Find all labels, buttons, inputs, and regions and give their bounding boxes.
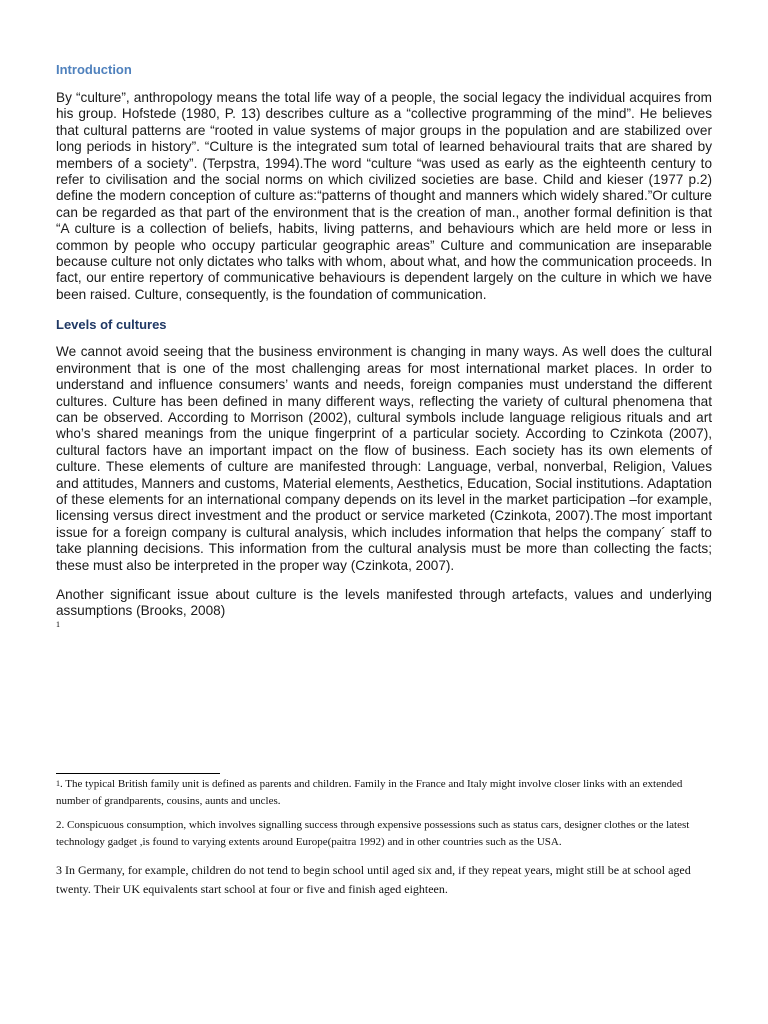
introduction-paragraph: By “culture”, anthropology means the total life way of a people, the social legacy the individual acquires from his group. Hofstede (1980, P. 13) describes culture as a “collective programming of the mind”. He believes that cultural patterns are “rooted in value systems of major groups in the population and are stabilized over long periods in history”. “Culture is the integrated sum total of learned behavioural traits that are shared by members of a society”. (Terpstra, 1994).The word “culture “was used as early as the eighteenth century to refer to civilisation and the social norms on which civilized societies are base. Child and kieser (1977 p.2) define the modern conception of culture as:“patterns of thought and manners which widely shared.”Or culture can be regarded as that part of the environment that is the creation of man., another formal definition is that “A culture is a collection of beliefs, habits, living patterns, and behaviours which are held more or less in common by people who occupy particular geographic areas” Culture and communication are inseparable because culture not only dictates who talks with whom, about what, and how the communication proceeds. In fact, our entire repertory of communicative behaviours is dependent largely on the culture in which we have been raised. Culture, consequently, is the foundation of communication. bbox=[56, 90, 712, 302]
footnote-separator bbox=[56, 773, 220, 774]
footnotes bbox=[56, 776, 712, 899]
footnote-1-number: 1 bbox=[56, 779, 60, 788]
footnote-3: 3 In Germany, for example, children do not tend to begin school until aged six and, if they repeat years, might still be at school aged twenty. Their UK equivalents start school at four or five and finish aged eighteen. bbox=[56, 863, 691, 896]
footnote-1-text: . The typical British family unit is defined as parents and children. Family in the France and Italy might involve closer links with an extended number of grandparents, cousins, aunts and uncles. bbox=[56, 778, 683, 807]
levels-paragraph-2: Another significant issue about culture is the levels manifested through artefacts, values and underlying assumptions (Brooks, 2008) bbox=[56, 586, 712, 619]
footnote-2: 2. Conspicuous consumption, which involves signalling success through expensive possessions such as status cars, designer clothes or the latest technology gadget ,is found to varying extents around Europe(paitra 1992) and in other countries such as the USA. bbox=[56, 819, 690, 848]
introduction-heading: Introduction bbox=[56, 62, 132, 77]
footnote-reference-marker: 1 bbox=[56, 619, 60, 629]
document-body bbox=[56, 62, 712, 630]
levels-heading: Levels of cultures bbox=[56, 317, 167, 333]
levels-paragraph-1: We cannot avoid seeing that the business environment is changing in many ways. As well does the cultural environment that is one of the most challenging areas for most international market places. In order to understand and influence consumers’ wants and needs, foreign companies must understand the different cultures. Culture has been defined in many different ways, reflecting the variety of cultural phenomena that can be observed. According to Morrison (2002), cultural symbols include language religious rituals and art who’s shared meanings from the unique fingerprint of a particular society. According to Czinkota (2007), cultural factors have an important impact on the flow of business. Each society has its own elements of culture. These elements of culture are manifested through: Language, verbal, nonverbal, Religion, Values and attitudes, Manners and customs, Material elements, Aesthetics, Education, Social institutions. Adaptation of these elements for an international company depends on its level in the market participation –for example, licensing versus direct investment and the product or service marketed (Czinkota, 2007).The most important issue for a foreign company is cultural analysis, which includes information that helps the company´ staff to take planning decisions. This information from the cultural analysis must be more than collecting the facts; these must also be interpreted in the proper way (Czinkota, 2007). bbox=[56, 344, 712, 573]
footnote-1 bbox=[56, 776, 712, 810]
